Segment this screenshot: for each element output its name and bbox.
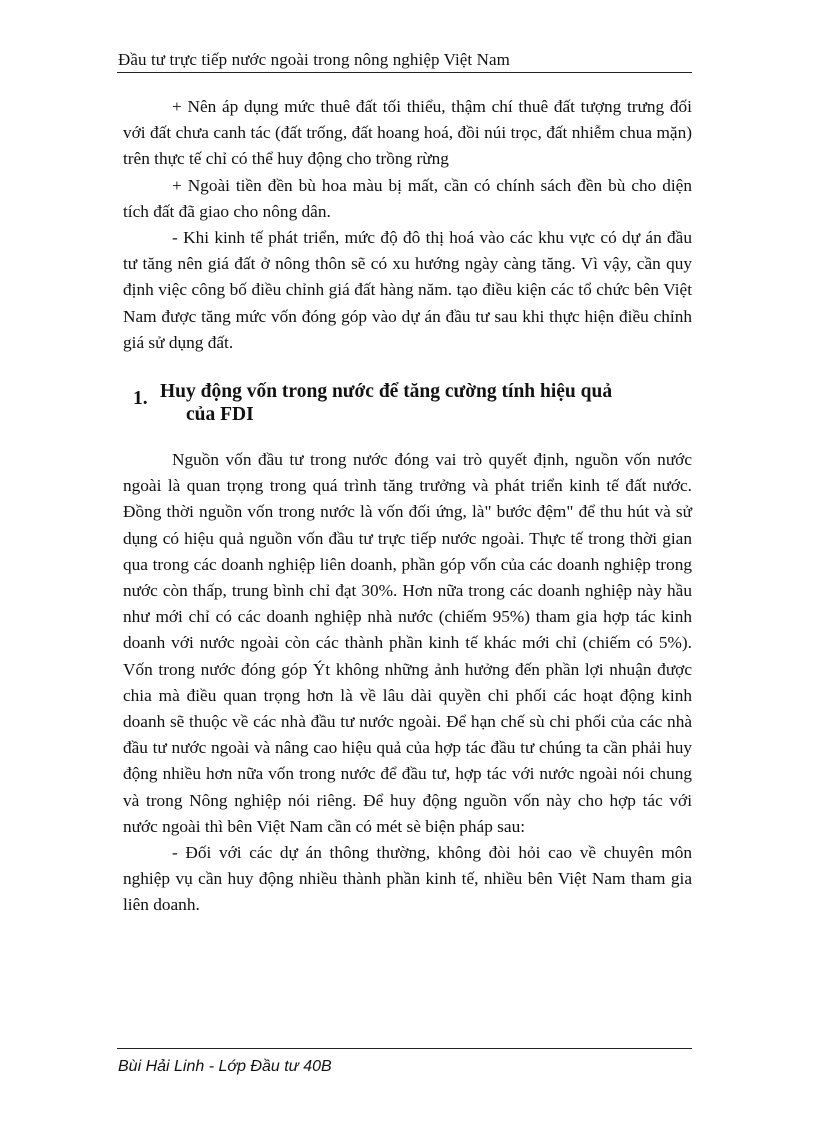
footer-divider [117, 1048, 692, 1049]
paragraph: - Đối với các dự án thông thường, không đòi hỏi cao về chuyên môn nghiệp vụ cần huy động nhiều thành phần kinh tế, nhiều bên Việt Nam tham gia liên doanh. [123, 843, 692, 915]
header-divider [117, 72, 692, 73]
paragraph: Nguồn vốn đầu tư trong nước đóng vai trò quyết định, nguồn vốn nước ngoài là quan trọng trong quá trình tăng trưởng và phát triển kinh tế đất nước. Đồng thời nguồn vốn trong nước là vốn đối ứng, là" bước đệm" để thu hút và sử dụng có hiệu quả nguồn vốn đầu tư trực tiếp nước ngoài. Thực tế trong thời gian qua trong các doanh nghiệp liên doanh, phần góp vốn của các doanh nghiệp trong nước còn thấp, trung bình chỉ đạt 30%. Hơn nữa trong các doanh nghiệp này hầu như mới chỉ có các doanh nghiệp nhà nước (chiếm 95%) tham gia hợp tác kinh doanh với nước ngoài còn các thành phần kinh tế khác mới chỉ (chiếm có 5%). Vốn trong nước đóng góp Ýt không những ảnh hưởng đến phần lợi nhuận được chia mà điều quan trọng hơn là về lâu dài quyền chi phối các hoạt động kinh doanh sẽ thuộc về các nhà đầu tư nước ngoài. Để hạn chế sù chi phối của các nhà đầu tư nước ngoài và nâng cao hiệu quả của hợp tác đầu tư chúng ta cần phải huy động nhiều hơn nữa vốn trong nước để đầu tư, hợp tác với nước ngoài nói chung và trong Nông nghiệp nói riêng. Để huy động nguồn vốn này cho hợp tác với nước ngoài thì bên Việt Nam cần có mét sè biện pháp sau: [123, 450, 692, 836]
page-footer: Bùi Hải Linh - Lớp Đầu tư 40B [118, 1058, 332, 1075]
section-number: 1. [133, 388, 148, 410]
document-body [123, 94, 692, 919]
page-header: Đầu tư trực tiếp nước ngoài trong nông nghiệp Việt Nam [118, 50, 510, 69]
section-title [160, 380, 692, 426]
paragraph: - Khi kinh tế phát triển, mức độ đô thị hoá vào các khu vực có dự án đầu tư tăng nên giá đất ở nông thôn sẽ có xu hướng ngày càng tăng. Vì vậy, cần quy định việc công bố điều chỉnh giá đất hàng năm. tạo điều kiện các tổ chức bên Việt Nam được tăng mức vốn đóng góp vào dự án đầu tư sau khi thực hiện điều chỉnh giá sử dụng đất. [123, 228, 692, 352]
section-title-line: Huy động vốn trong nước để tăng cường tính hiệu quả [160, 381, 613, 403]
paragraph: + Ngoài tiền đền bù hoa màu bị mất, cần có chính sách đền bù cho diện tích đất đã giao cho nông dân. [123, 175, 692, 221]
paragraph: + Nên áp dụng mức thuê đất tối thiểu, thậm chí thuê đất tượng trưng đối với đất chưa canh tác (đất trống, đất hoang hoá, đồi núi trọc, đất nhiễm chua mặn) trên thực tế chỉ có thể huy động cho trồng rừng [123, 97, 692, 169]
section-title-line: của FDI [186, 404, 254, 426]
section-heading [123, 380, 692, 426]
